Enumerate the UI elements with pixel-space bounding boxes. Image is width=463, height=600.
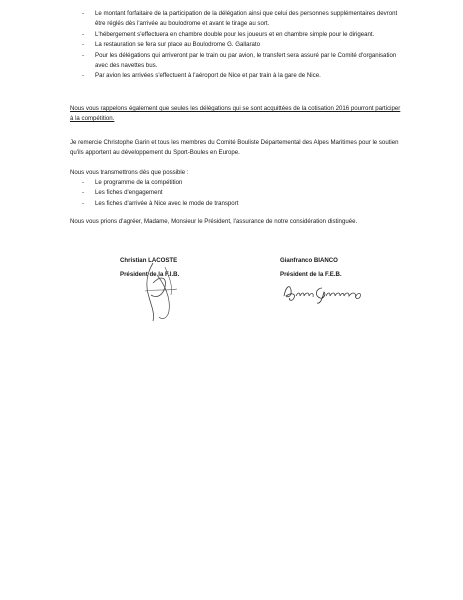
list-item: - L'hébergement s'effectuera en chambre double pour les joueurs et en chambre simple pour le dirigeant. [82, 30, 402, 40]
thanks-paragraph: Je remercie Christophe Garin et tous les membres du Comité Bouliste Départemental des Alpes Maritimes pour le soutien qu'ils apportent au développement du Sport-Boules en Europe. [70, 139, 399, 157]
list-item: - Les fiches d'engagement [82, 188, 402, 198]
signatory-name: Gianfranco BIANCO [280, 257, 338, 264]
list-item: - Le programme de la compétition [82, 178, 402, 188]
documents-list [82, 178, 402, 209]
signatory-title: Président de la F.I.B. [120, 271, 180, 278]
list-item: - Pour les délégations qui arriveront par le train ou par avion, le transfert sera assuré par le Comité d'organisation avec des navettes bus. [82, 51, 402, 72]
reminder-paragraph: Nous vous rappelons également que seules les délégations qui se sont acquittées de la cotisation 2016 pourront participer à la compétition. [70, 105, 401, 123]
list-item: - Le montant forfaitaire de la participation de la délégation ainsi que celui des personnes supplémentaires devront être réglés dès l'arrivée au boulodrome et avant le tirage au sort. [82, 9, 402, 30]
list-item: - Les fiches d'arrivée à Nice avec le mode de transport [82, 199, 402, 209]
conditions-list [82, 9, 402, 82]
handwritten-signature [135, 255, 195, 325]
signatory-name: Christian LACOSTE [120, 257, 178, 264]
signatory-title: Président de la F.E.B. [280, 271, 342, 278]
closing-paragraph: Nous vous prions d'agréer, Madame, Monsieur le Président, l'assurance de notre considération distinguée. [70, 218, 358, 225]
list-item: - Par avion les arrivées s'effectuent à l'aéroport de Nice et par train à la gare de Nice. [82, 71, 402, 81]
list-item: - La restauration se fera sur place au Boulodrome G. Gallarato [82, 40, 402, 50]
list-intro: Nous vous transmettrons dès que possible : [70, 169, 189, 176]
handwritten-signature [282, 280, 372, 304]
